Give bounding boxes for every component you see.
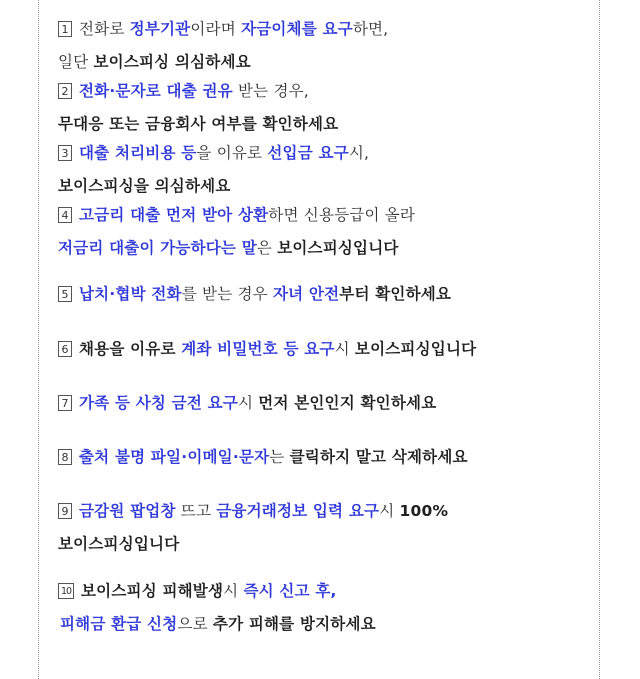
highlighted-phrase: 저금리 대출이 가능하다는 말 — [58, 239, 257, 257]
tip-line-continued — [58, 52, 388, 72]
plain-text: 를 받는 경우 — [181, 285, 273, 303]
tip-number-box: 8 — [58, 449, 72, 465]
plain-text: 뜨고 — [175, 502, 217, 520]
tip-item — [58, 284, 451, 304]
bold-phrase: 100% — [399, 502, 449, 520]
plain-text: 하면 신용등급이 올라 — [268, 206, 416, 224]
highlighted-phrase: 가족 등 사칭 금전 요구 — [79, 394, 238, 412]
bold-phrase: 먼저 본인인지 확인하세요 — [258, 394, 437, 412]
tip-item — [58, 501, 448, 554]
highlighted-phrase: 고금리 대출 먼저 받아 상환 — [79, 206, 269, 224]
tip-number-box: 4 — [58, 207, 72, 223]
tip-text — [58, 19, 389, 72]
bold-phrase: 클릭하지 말고 삭제하세요 — [289, 448, 468, 466]
tip-line — [81, 581, 376, 601]
tip-number-box: 9 — [58, 503, 72, 519]
highlighted-phrase: 출처 불명 파일·이메일·문자 — [79, 448, 270, 466]
tip-item — [58, 19, 388, 72]
plain-text: 받는 경우, — [232, 82, 309, 100]
plain-text: 은 — [256, 239, 278, 257]
tip-line — [79, 447, 468, 467]
bold-phrase: 부터 — [339, 285, 376, 303]
tip-line-continued — [58, 238, 415, 258]
highlighted-phrase: 피해금 환급 신청 — [60, 615, 178, 633]
tip-line — [79, 393, 436, 413]
plain-text: 이라며 — [190, 20, 242, 38]
tip-line — [79, 339, 476, 359]
plain-text: 전화로 — [79, 20, 130, 38]
tip-number-box: 10 — [58, 583, 74, 599]
tip-line-continued — [58, 114, 338, 134]
tip-line — [79, 19, 388, 39]
highlighted-phrase: 대출 처리비용 등 — [79, 144, 197, 162]
tip-text — [58, 205, 416, 258]
bold-phrase: 무대응 또는 금융회사 여부를 확인하세요 — [58, 115, 339, 133]
tip-line — [79, 284, 451, 304]
tip-item — [58, 339, 476, 359]
tip-number-box: 3 — [58, 145, 72, 161]
plain-text: 시 — [334, 340, 355, 358]
tip-text — [79, 393, 436, 413]
highlighted-phrase: 자녀 안전 — [272, 285, 340, 303]
highlighted-phrase: 전화·문자로 대출 권유 — [79, 82, 233, 100]
plain-text: 는 — [269, 448, 290, 466]
tip-text — [79, 339, 476, 359]
bold-phrase: 보이스피싱 의심하세요 — [93, 53, 251, 71]
tip-item — [58, 143, 369, 196]
plain-text: 시 — [379, 502, 400, 520]
tip-item — [58, 393, 436, 413]
plain-text: 시 — [237, 394, 259, 412]
highlighted-phrase: 선입금 요구 — [267, 144, 349, 162]
bold-phrase: 보이스피싱 피해발생 — [81, 582, 224, 600]
highlighted-phrase: 자금이체를 요구 — [241, 20, 353, 38]
bold-phrase: 채용을 이유로 — [79, 340, 182, 358]
tip-text — [58, 143, 370, 196]
tip-text — [79, 447, 468, 467]
tip-number-box: 6 — [58, 341, 72, 357]
tip-item — [58, 81, 338, 134]
tip-text — [79, 284, 451, 304]
highlighted-phrase: 계좌 비밀번호 등 요구 — [181, 340, 335, 358]
bold-phrase: 보이스피싱입니다 — [277, 239, 399, 257]
bold-phrase: 보이스피싱입니다 — [58, 535, 180, 553]
plain-text: 일단 — [58, 53, 94, 71]
tip-line — [79, 143, 369, 163]
highlighted-phrase: 즉시 신고 후, — [243, 582, 337, 600]
plain-text: 시 — [223, 582, 244, 600]
tip-text — [58, 81, 339, 134]
tip-text — [58, 501, 449, 554]
highlighted-phrase: 납치·협박 전화 — [79, 285, 182, 303]
bold-phrase: 추가 피해를 방지하세요 — [212, 615, 376, 633]
highlighted-phrase: 금감원 팝업창 — [79, 502, 176, 520]
plain-text: 으로 — [177, 615, 213, 633]
tip-number-box: 5 — [58, 286, 72, 302]
tip-line-continued — [58, 176, 369, 196]
tip-item — [58, 205, 415, 258]
tip-line — [79, 81, 338, 101]
plain-text: 을 이유로 — [196, 144, 268, 162]
tip-item — [58, 447, 468, 467]
tip-line — [79, 205, 415, 225]
bold-phrase: 보이스피싱입니다 — [354, 340, 477, 358]
tip-line — [79, 501, 448, 521]
highlighted-phrase: 정부기관 — [129, 20, 191, 38]
plain-text: 시, — [348, 144, 370, 162]
bold-phrase: 보이스피싱을 의심하세요 — [58, 177, 231, 195]
highlighted-phrase: 금융거래정보 입력 요구 — [216, 502, 380, 520]
tip-line-continued — [58, 534, 448, 554]
bold-phrase: 확인하세요 — [375, 285, 452, 303]
tip-line-continued — [60, 614, 376, 634]
tip-number-box: 1 — [58, 21, 72, 37]
plain-text: 하면, — [352, 20, 389, 38]
tip-number-box: 2 — [58, 83, 72, 99]
tip-number-box: 7 — [58, 395, 72, 411]
tip-item — [58, 581, 376, 634]
